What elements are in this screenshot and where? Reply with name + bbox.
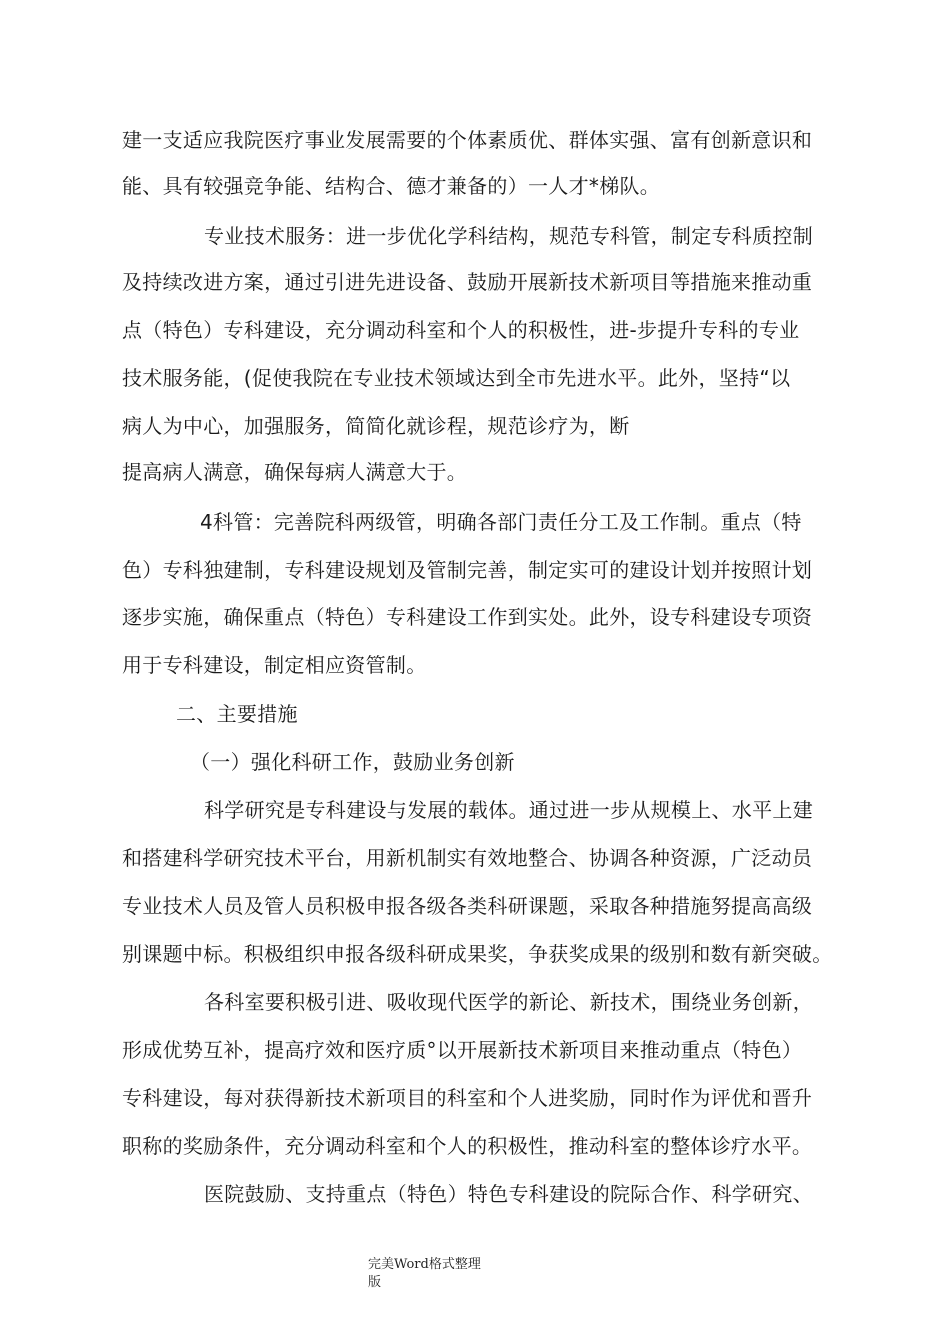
- body-line: 形成优势互补，提高疗效和医疗质°以开展新技术新项目来推动重点（特色）: [122, 1038, 803, 1062]
- body-line: 专业技术人员及管人员积极申报各级各类科研课题，采取各种措施努提高高级: [122, 894, 813, 918]
- body-line: 4科管：完善院科两级管，明确各部门责任分工及工作制。重点（特: [200, 510, 802, 534]
- section-heading: 二、主要措施: [176, 702, 298, 726]
- body-line: 专科建设，每对获得新技术新项目的科室和个人进奖励，同时作为评优和晋升: [122, 1086, 813, 1110]
- body-line: 职称的奖励条件，充分调动科室和个人的积极性，推动科室的整体诊疗水平。: [122, 1134, 813, 1158]
- body-line: 逐步实施，确保重点（特色）专科建设工作到实处。此外，设专科建设专项资: [122, 605, 813, 629]
- body-line: 技术服务能，(促使我院在专业技术领域达到全市先进水平。此外，坚持“以: [122, 366, 791, 390]
- page-footer: [368, 1256, 481, 1292]
- body-line: 色）专科独建制，专科建设规划及管制完善，制定实可的建设计划并按照计划: [122, 558, 813, 582]
- body-line: 用于专科建设，制定相应资管制。: [122, 653, 427, 677]
- footer-line: 版: [368, 1275, 382, 1290]
- body-line: 各科室要积极引进、吸收现代医学的新论、新技术，围绕业务创新，: [204, 990, 813, 1014]
- body-line: 和搭建科学研究技术平台，用新机制实有效地整合、协调各种资源，广泛动员: [122, 846, 813, 870]
- body-line: 建一支适应我院医疗事业发展需要的个体素质优、群体实强、富有创新意识和: [122, 128, 813, 152]
- body-line: 提高病人满意，确保每病人满意大于。: [122, 460, 468, 484]
- body-line: 病人为中心，加强服务，简简化就诊程，规范诊疗为，断: [122, 414, 630, 438]
- body-line: 点（特色）专科建设，充分调动科室和个人的积极性，进-步提升专科的专业: [122, 318, 800, 342]
- footer-line: 完美Word格式整理: [368, 1257, 481, 1272]
- body-line: 科学研究是专科建设与发展的载体。通过进一步从规模上、水平上建: [204, 798, 813, 822]
- body-line: 别课题中标。积极组织申报各级科研成果奖，争获奖成果的级别和数有新突破。: [122, 942, 833, 966]
- body-line: 专业技术服务：进一步优化学科结构，规范专科管，制定专科质控制: [204, 224, 813, 248]
- body-line: 医院鼓励、支持重点（特色）特色专科建设的院际合作、科学研究、: [204, 1182, 813, 1206]
- body-line: 及持续改进方案，通过引进先进设备、鼓励开展新技术新项目等措施来推动重: [122, 270, 813, 294]
- subsection-heading: （一）强化科研工作，鼓励业务创新: [190, 750, 515, 774]
- body-line: 能、具有较强竞争能、结构合、德才兼备的）一人才*梯队。: [122, 174, 661, 198]
